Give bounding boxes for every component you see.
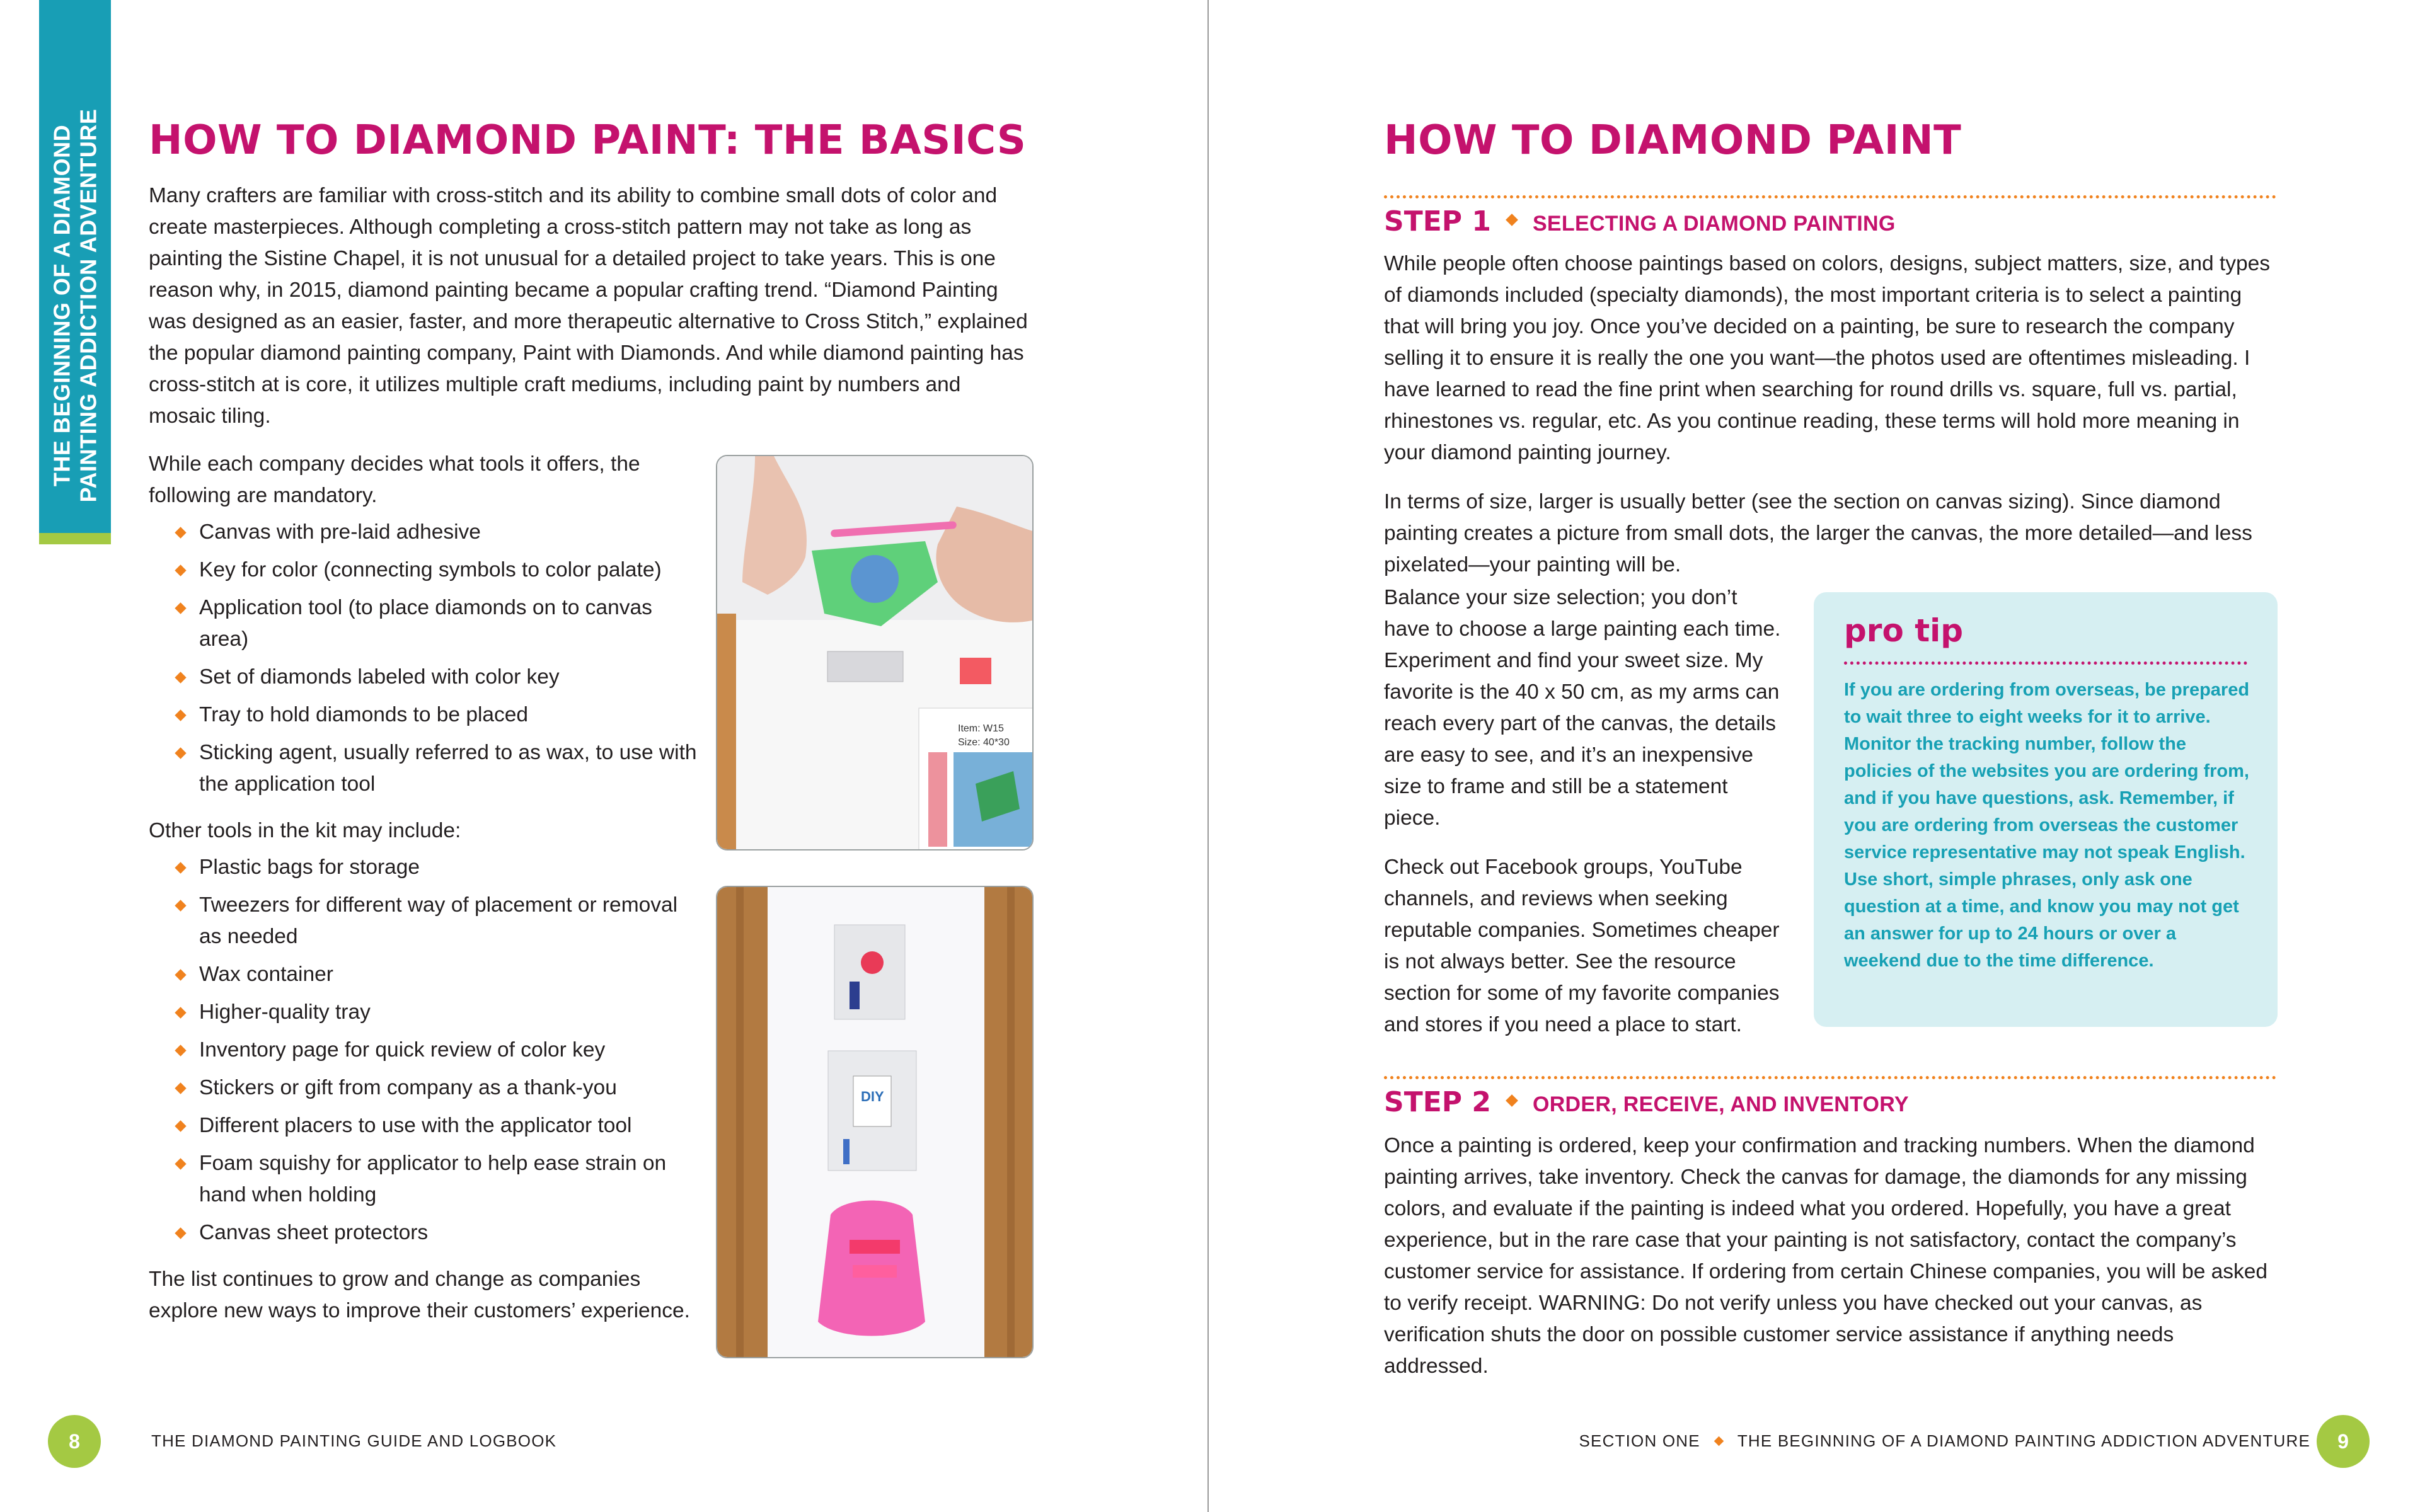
diamond-bullet-icon bbox=[175, 1158, 186, 1169]
list-item bbox=[149, 662, 703, 693]
list-item bbox=[149, 890, 703, 953]
step1-body bbox=[1384, 248, 2279, 581]
step1-paragraph3: Check out Facebook groups, YouTube channels, and reviews when seeking reputable companies. Sometimes cheaper is not always better. See the resource section for some of my favorite companies and stores if you need a place to start. bbox=[1384, 856, 1780, 1036]
diamond-bullet-icon bbox=[175, 564, 186, 576]
diamond-bullet-icon bbox=[175, 602, 186, 614]
list-item-text: Higher-quality tray bbox=[199, 1000, 371, 1024]
divider-dotted bbox=[1384, 1076, 2276, 1079]
mandatory-intro: While each company decides what tools it offers, the following are mandatory. bbox=[149, 452, 640, 507]
list-item bbox=[149, 517, 703, 548]
section-tab-label bbox=[39, 101, 111, 510]
footer-book-title bbox=[151, 1431, 556, 1451]
diamond-bullet-icon bbox=[175, 527, 186, 538]
divider-dotted bbox=[1384, 195, 2276, 198]
list-item bbox=[149, 1217, 703, 1249]
diamond-bullet-icon bbox=[175, 900, 186, 911]
closing-paragraph: The list continues to grow and change as companies explore new ways to improve their customers’ experience. bbox=[149, 1268, 690, 1322]
step1-title: SELECTING A DIAMOND PAINTING bbox=[1532, 212, 1896, 236]
list-item-text: Inventory page for quick review of color key bbox=[199, 1038, 606, 1062]
applicator-photo-illustration bbox=[717, 456, 1034, 850]
optional-list bbox=[149, 852, 703, 1249]
tools-column bbox=[149, 449, 703, 1344]
footer-section-label: SECTION ONE bbox=[1579, 1431, 1700, 1450]
intro-paragraph bbox=[149, 180, 1031, 450]
footer-section-title: THE BEGINNING OF A DIAMOND PAINTING ADDICTION ADVENTURE bbox=[1737, 1431, 2310, 1450]
list-item bbox=[149, 699, 703, 731]
step1-heading bbox=[1384, 205, 1896, 238]
left-page bbox=[0, 0, 1209, 1512]
right-page bbox=[1210, 0, 2420, 1512]
step2-title: ORDER, RECEIVE, AND INVENTORY bbox=[1532, 1092, 1909, 1116]
list-item bbox=[149, 1110, 703, 1142]
list-item-text: Plastic bags for storage bbox=[199, 856, 420, 879]
step2-paragraph: Once a painting is ordered, keep your confirmation and tracking numbers. When the diamond painting arrives, take inventory. Check the canvas for damage, the diamonds for any missing colors, and evaluate if the painting is indeed what you ordered. Hopefully, you have a great experience, but in the rare case that your painting is not satisfactory, contact the company’s customer service for assistance. If ordering from certain Chinese companies, you will be asked to verify receipt. WARNING: Do not verify unless you have checked out your canvas, as verification shuts the door on possible customer service assistance if anything needs addressed. bbox=[1384, 1134, 2268, 1378]
diamond-bullet-icon bbox=[175, 1120, 186, 1131]
photo-kit-contents bbox=[716, 886, 1034, 1358]
list-item-text: Foam squishy for applicator to help ease strain on hand when holding bbox=[199, 1152, 667, 1206]
list-item bbox=[149, 1034, 703, 1066]
step2-heading bbox=[1384, 1086, 1909, 1118]
diamond-bullet-icon bbox=[175, 1082, 186, 1094]
list-item-text: Application tool (to place diamonds on to canvas area) bbox=[199, 596, 652, 651]
section-tab-line2: PAINTING ADDICTION ADVENTURE bbox=[75, 108, 101, 503]
list-item bbox=[149, 997, 703, 1028]
photo-bag-text: DIY bbox=[861, 1089, 884, 1104]
diamond-bullet-icon bbox=[175, 709, 186, 721]
page-number-left: 8 bbox=[48, 1415, 101, 1468]
list-item bbox=[149, 592, 703, 655]
step1-paragraph2-continued: Balance your size selection; you don’t have to choose a large painting each time. Experiment and find your sweet size. My favorite is the 40 x 50 cm, as my arms can reach every part of the canvas, the details are easy to see, and it’s an inexpensive size to frame and still be a statement piece. bbox=[1384, 586, 1781, 830]
pro-tip-title: pro tip bbox=[1844, 612, 1964, 649]
list-item-text: Canvas with pre-laid adhesive bbox=[199, 520, 481, 544]
list-item-text: Stickers or gift from company as a thank-you bbox=[199, 1076, 617, 1099]
diamond-separator-icon bbox=[1714, 1436, 1724, 1446]
diamond-separator-icon bbox=[1506, 1094, 1518, 1107]
page-number-right: 9 bbox=[2317, 1415, 2370, 1468]
diamond-bullet-icon bbox=[175, 1007, 186, 1018]
list-item bbox=[149, 1072, 703, 1104]
footer-section bbox=[1579, 1431, 2310, 1451]
step2-body bbox=[1384, 1130, 2279, 1400]
diamond-bullet-icon bbox=[175, 1227, 186, 1239]
diamond-bullet-icon bbox=[175, 672, 186, 683]
list-item-text: Sticking agent, usually referred to as wax, to use with the application tool bbox=[199, 741, 697, 796]
photo-label-size: Size: 40*30 bbox=[958, 737, 1010, 748]
footer-book-title-text: THE DIAMOND PAINTING GUIDE AND LOGBOOK bbox=[151, 1431, 557, 1450]
left-page-title: HOW TO DIAMOND PAINT: THE BASICS bbox=[149, 117, 1027, 164]
step1-body-narrow bbox=[1384, 582, 1787, 1058]
section-tab-line1: THE BEGINNING OF A DIAMOND bbox=[49, 124, 75, 487]
list-item-text: Tweezers for different way of placement or removal as needed bbox=[199, 893, 678, 948]
list-item-text: Set of diamonds labeled with color key bbox=[199, 665, 560, 689]
list-item bbox=[149, 1148, 703, 1211]
photo-applicator-hands bbox=[716, 455, 1034, 850]
kit-photo-illustration bbox=[717, 887, 1034, 1358]
pro-tip-divider bbox=[1844, 662, 2247, 665]
diamond-separator-icon bbox=[1506, 214, 1518, 226]
section-tab-accent bbox=[39, 533, 111, 544]
diamond-bullet-icon bbox=[175, 1045, 186, 1056]
photo-label-item: Item: W15 bbox=[958, 723, 1004, 734]
list-item-text: Key for color (connecting symbols to color palate) bbox=[199, 558, 662, 581]
list-item-text: Canvas sheet protectors bbox=[199, 1221, 429, 1244]
intro-text: Many crafters are familiar with cross-stitch and its ability to combine small dots of color and create masterpieces. Although completing a cross-stitch pattern may not take as long as painting the Sistine Chapel, it is not unusual for a detailed project to take years. This is one reason why, in 2015, diamond painting became a popular crafting trend. “Diamond Painting was designed as an easier, faster, and more therapeutic alternative to Cross Stitch,” explained the popular diamond painting company, Paint with Diamonds. And while diamond painting has cross-stitch at is core, it utilizes multiple craft mediums, including paint by numbers and mosaic tiling. bbox=[149, 184, 1028, 428]
step1-paragraph2: In terms of size, larger is usually better (see the section on canvas sizing). Since diamond painting creates a picture from small dots, the larger the canvas, the more detailed—and less pixelated—your painting will be. bbox=[1384, 490, 2252, 576]
diamond-bullet-icon bbox=[175, 747, 186, 759]
optional-intro: Other tools in the kit may include: bbox=[149, 819, 461, 842]
step1-number: STEP 1 bbox=[1384, 205, 1491, 238]
step1-paragraph1: While people often choose paintings based on colors, designs, subject matters, size, and types of diamonds included (specialty diamonds), the most important criteria is to select a painting that will bring you joy. Once you’ve decided on a painting, be sure to research the company selling it to ensure it is really the one you want—the photos used are oftentimes misleading. I have learned to read the fine print when searching for round drills vs. square, full vs. partial, rhinestones vs. regular, etc. As you continue reading, these terms will hold more meaning in your diamond painting journey. bbox=[1384, 252, 2270, 464]
right-page-title: HOW TO DIAMOND PAINT bbox=[1384, 117, 1962, 164]
list-item bbox=[149, 959, 703, 990]
list-item bbox=[149, 554, 703, 586]
pro-tip-text: If you are ordering from overseas, be prepared to wait three to eight weeks for it to arrive. Monitor the tracking number, follow the policies of the websites you are ordering from, and if you have questions, ask. Remember, if you are ordering from overseas the customer service representative may not speak English. Use short, simple phrases, only ask one question at a time, and know you may not get an answer for up to 24 hours or over a weekend due to the time difference. bbox=[1844, 680, 2250, 971]
list-item bbox=[149, 737, 703, 800]
list-item bbox=[149, 852, 703, 883]
diamond-bullet-icon bbox=[175, 969, 186, 980]
diamond-bullet-icon bbox=[175, 862, 186, 873]
mandatory-list bbox=[149, 517, 703, 800]
step2-number: STEP 2 bbox=[1384, 1086, 1491, 1118]
list-item-text: Wax container bbox=[199, 963, 333, 986]
list-item-text: Different placers to use with the applicator tool bbox=[199, 1114, 632, 1137]
pro-tip-box bbox=[1814, 592, 2278, 1027]
list-item-text: Tray to hold diamonds to be placed bbox=[199, 703, 529, 726]
